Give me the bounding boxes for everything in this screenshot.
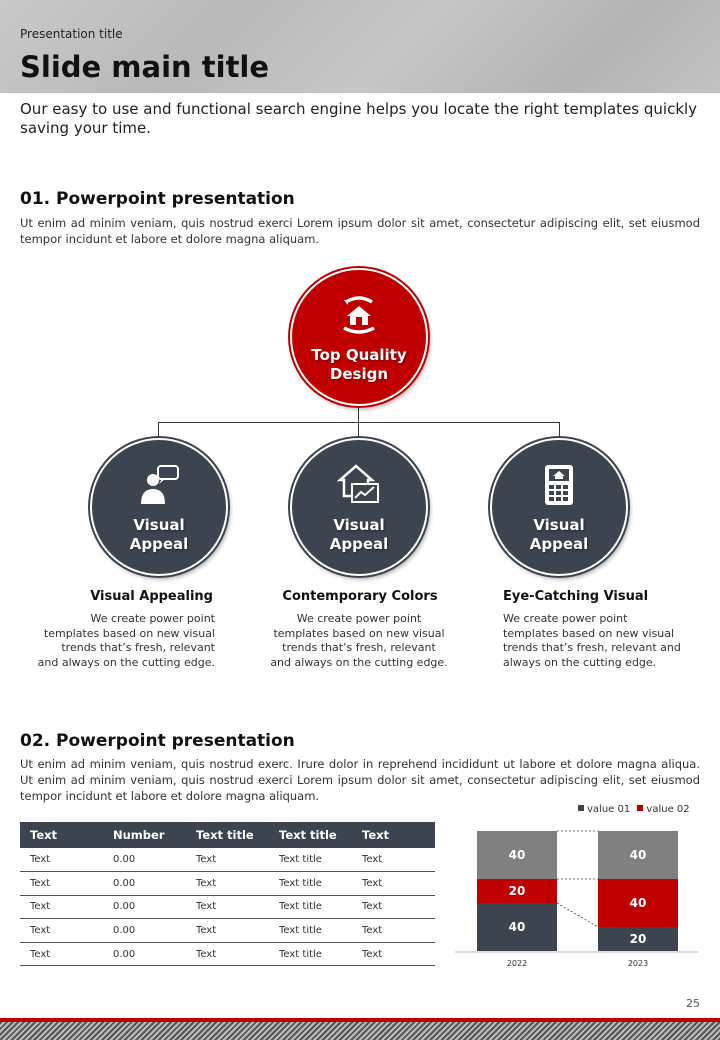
x-tick-label: 2023 xyxy=(627,959,649,968)
stacked-bar-chart xyxy=(450,820,705,975)
table-cell: 0.00 xyxy=(103,895,186,919)
connector-left xyxy=(158,422,159,438)
table-cell: Text xyxy=(186,872,269,896)
visual-appeal-label-3: Visual Appeal xyxy=(529,516,589,553)
legend-swatch-value02 xyxy=(637,805,643,811)
visual-appeal-circle-2 xyxy=(290,438,428,576)
table-cell: Text xyxy=(352,848,435,872)
bar-value-label: 20 xyxy=(508,884,526,898)
legend-label-value01: value 01 xyxy=(587,804,631,815)
header-banner xyxy=(0,0,720,93)
table-row xyxy=(20,872,435,896)
data-table xyxy=(20,822,435,966)
chart-legend xyxy=(578,804,690,815)
feature-text-1: We create power point templates based on new visual trends that’s fresh, relevant and always on the cutting edge. xyxy=(37,612,215,669)
top-quality-label: Top Quality Design xyxy=(311,346,407,383)
table-header-row xyxy=(20,822,435,848)
table-cell: Text title xyxy=(269,919,352,943)
person-chat-icon xyxy=(136,462,182,508)
table-cell: 0.00 xyxy=(103,848,186,872)
table-cell: Text xyxy=(352,919,435,943)
table-header-cell: Text xyxy=(352,822,435,848)
connector-right xyxy=(559,422,560,438)
intro-text: Our easy to use and functional search engine helps you locate the right templates quickly saving your time. xyxy=(20,100,698,137)
table-cell: 0.00 xyxy=(103,872,186,896)
visual-appeal-circle-1 xyxy=(90,438,228,576)
slide-title: Slide main title xyxy=(20,50,270,84)
table-cell: Text title xyxy=(269,895,352,919)
connector-mid xyxy=(358,422,359,438)
table-cell: Text xyxy=(20,919,103,943)
bar-value-label: 40 xyxy=(629,848,647,862)
calculator-house-icon xyxy=(536,462,582,508)
bar-value-label: 40 xyxy=(629,896,647,910)
table-cell: Text xyxy=(352,872,435,896)
table-cell: Text xyxy=(186,848,269,872)
feature-title-1: Visual Appealing xyxy=(90,589,213,604)
bar-value-label: 40 xyxy=(508,848,526,862)
table-header-cell: Text title xyxy=(186,822,269,848)
legend-label-value02: value 02 xyxy=(646,804,690,815)
section2-title: 02. Powerpoint presentation xyxy=(20,731,295,751)
section2-text: Ut enim ad minim veniam, quis nostrud exerc. Irure dolor in reprehend incididunt ut labore et dolore magna aliqua. Ut enim ad minim veniam, quis nostrud exerci Lorem ipsum dolor sit amet, consectetur adipiscing elit, set eiusmod tempor incidunt et labore et dolore magna aliquam. xyxy=(20,757,700,803)
hands-house-icon xyxy=(336,292,382,338)
x-tick-label: 2022 xyxy=(506,959,528,968)
table-cell: Text xyxy=(20,942,103,966)
table-cell: 0.00 xyxy=(103,942,186,966)
visual-appeal-label-2: Visual Appeal xyxy=(329,516,389,553)
feature-title-3: Eye-Catching Visual xyxy=(503,589,649,604)
table-cell: Text title xyxy=(269,848,352,872)
table-row xyxy=(20,919,435,943)
table-cell: Text xyxy=(186,895,269,919)
legend-swatch-value01 xyxy=(578,805,584,811)
top-quality-circle xyxy=(290,268,428,406)
table-cell: Text xyxy=(352,942,435,966)
bar-value-label: 40 xyxy=(508,920,526,934)
table-row xyxy=(20,895,435,919)
presentation-title: Presentation title xyxy=(20,27,123,41)
visual-appeal-circle-3 xyxy=(490,438,628,576)
feature-text-2: We create power point templates based on new visual trends that’s fresh, relevant and always on the cutting edge. xyxy=(270,612,448,669)
table-header-cell: Number xyxy=(103,822,186,848)
connector-bar xyxy=(158,422,560,423)
visual-appeal-label-1: Visual Appeal xyxy=(129,516,189,553)
series-connector-line xyxy=(557,903,598,927)
feature-text-3: We create power point templates based on new visual trends that’s fresh, relevant and always on the cutting edge. xyxy=(503,612,681,669)
house-chart-icon xyxy=(336,462,382,508)
table-cell: Text title xyxy=(269,942,352,966)
table-cell: Text xyxy=(186,919,269,943)
feature-title-2: Contemporary Colors xyxy=(282,589,438,604)
table-cell: Text xyxy=(186,942,269,966)
footer-stripe xyxy=(0,1022,720,1040)
table-row xyxy=(20,848,435,872)
table-cell: Text xyxy=(20,848,103,872)
page-number: 25 xyxy=(686,997,700,1010)
table-header-cell: Text title xyxy=(269,822,352,848)
table-row xyxy=(20,942,435,966)
section1-title: 01. Powerpoint presentation xyxy=(20,189,295,209)
connector-trunk xyxy=(358,406,359,423)
table-cell: Text xyxy=(20,872,103,896)
bar-value-label: 20 xyxy=(629,932,647,946)
table-cell: Text xyxy=(352,895,435,919)
table-header-cell: Text xyxy=(20,822,103,848)
section1-text: Ut enim ad minim veniam, quis nostrud exerci Lorem ipsum dolor sit amet, consectetur adipiscing elit, set eiusmod tempor incidunt et labore et dolore magna aliquam. xyxy=(20,216,700,246)
table-cell: Text title xyxy=(269,872,352,896)
table-cell: Text xyxy=(20,895,103,919)
table-cell: 0.00 xyxy=(103,919,186,943)
